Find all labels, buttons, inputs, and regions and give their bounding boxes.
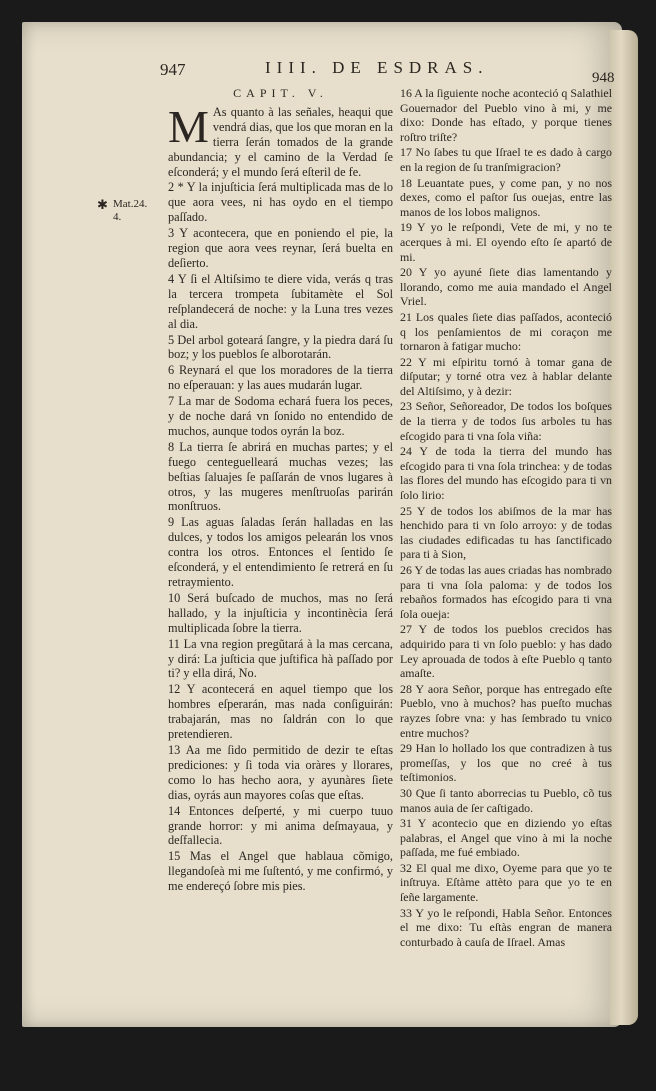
verse-1 — [168, 100, 393, 180]
left-column — [168, 86, 393, 895]
verse-32: 32 El qual me dixo, Oyeme para que yo te inſtruya. Eſtàme attèto para que yo te en ſeñe largamente. — [400, 860, 612, 905]
verse-9: 9 Las aguas ſaladas ſerán halladas en las dulces, y todos los amigos pelearán los vnos contra los otros. Entonces el ſentido ſe eſconderá, y el entendimiento ſe retrerá en ſu retraymiento. — [168, 515, 393, 589]
verse-12: 12 Y acontecerá en aquel tiempo que los hombres eſperarán, mas nada conſiguirán: trabajarán, mas no ſaldrán con lo que pretendieren. — [168, 682, 393, 742]
verse-2: 2 * Y la injuſticia ſerá multiplicada mas de lo que aora vees, ni has oydo en el tiempo paſſado. — [168, 180, 393, 225]
verse-13: 13 Aa me ſido permitido de dezir te eſtas prediciones: y ſi toda via oràres y llorares, como lo has hecho aora, y ayunàres ſiete dias, oyrás aun mayores coſas que eſtas. — [168, 742, 393, 802]
verse-31: 31 Y acontecio que en diziendo yo eſtas palabras, el Angel que vino à mi la noche paſſada, me fué embiado. — [400, 816, 612, 860]
verse-23: 23 Señor, Señoreador, De todos los boſques de la tierra y de todos ſus arboles tu has eſcogido para ti vna ſola viña: — [400, 399, 612, 443]
verse-26: 26 Y de todas las aues criadas has nombrado para ti vna ſola paloma: y de todos los rebaños formados has eſcogido para ti vna ſola oueja: — [400, 563, 612, 621]
verse-text: As quanto à las señales, heaqui que vendrá dias, que los que moran en la tierra ſerán tomados de la grande abundancia; y el camino de la Verdad ſe eſconderá; y el mundo ſerá eſteril de fe. — [168, 104, 393, 179]
verse-33: 33 Y yo le reſpondi, Habla Señor. Entonces el me dixo: Tu eſtàs engran de manera conturbado à cauſa de Iſrael. Amas — [400, 905, 612, 949]
verse-19: 19 Y yo le reſpondi, Vete de mi, y no te acerques à mi. El oyendo eſto ſe apartó de mi. — [400, 220, 612, 264]
verse-20: 20 Y yo ayuné ſiete dias lamentando y llorando, como me auia mandado el Angel Vriel. — [400, 265, 612, 309]
verse-11: 11 La vna region pregũtará à la mas cercana, y dirá: La juſticia que juſtifica hà paſſado por ti? y ella dirá, No. — [168, 636, 393, 681]
running-head — [160, 58, 615, 86]
verse-7: 7 La mar de Sodoma echará fuera los peces, y de noche dará vn ſonido no entendido de muchos, aunque todos oyrán la boz. — [168, 394, 393, 438]
verse-30: 30 Que ſi tanto aborrecias tu Pueblo, cõ tus manos auia de ſer caſtigado. — [400, 785, 612, 815]
verse-22: 22 Y mi eſpiritu tornó à tomar gana de diſputar; y torné otra vez à hablar delante del Altiſsimo, y à dezir: — [400, 354, 612, 398]
verse-16: 16 A la ſiguiente noche aconteció q Salathiel Gouernador del Pueblo vino à mi, y me dixo: Donde has eſtado, y porque tienes roſtro triſte? — [400, 86, 612, 144]
page-edge — [610, 30, 638, 1025]
verse-10: 10 Será buſcado de muchos, mas no ſerá hallado, y la injuſticia y incontinècia ſerá multiplicada ſobre la tierra. — [168, 590, 393, 635]
margin-reference-sub: 4. — [113, 211, 122, 223]
right-page-number: 948 — [592, 70, 615, 86]
verse-18: 18 Leuantate pues, y come pan, y no nos dexes, como el paſtor ſus ouejas, entre las manos de los lobos malignos. — [400, 175, 612, 219]
left-page-number: 947 — [160, 60, 186, 79]
right-column — [400, 86, 612, 950]
verse-25: 25 Y de todos los abiſmos de la mar has henchido para ti vn ſolo arroyo: y de todas las ciudades edificadas tu has ſanctificado para ti à Sion, — [400, 503, 612, 562]
margin-reference: Mat.24. — [113, 198, 148, 210]
verse-29: 29 Han lo hollado los que contradizen à tus promeſſas, y los que no creé à tus teſtimonios. — [400, 741, 612, 785]
verse-21: 21 Los quales ſiete dias paſſados, aconteció q los penſamientos de mi coraçon me tornaron à fatigar mucho: — [400, 309, 612, 354]
verse-5: 5 Del arbol goteará ſangre, y la piedra dará ſu boz; y los pueblos ſe alborotarán. — [168, 332, 393, 362]
verse-24: 24 Y de toda la tierra del mundo has eſcogido para ti vna ſola trinchea: y de todas las flores del mundo has eſcogido para ti vn ſolo lirio: — [400, 444, 612, 503]
verse-27: 27 Y de todos los pueblos crecidos has adquirido para ti vn ſolo pueblo: y has dado Ley aprouada de todos à eſte Pueblo q tanto amaſte. — [400, 622, 612, 681]
verse-17: 17 No ſabes tu que Iſrael te es dado à cargo en la region de ſu tranſmigracion? — [400, 145, 612, 174]
running-title: IIII. DE ESDRAS. — [265, 58, 489, 77]
verse-28: 28 Y aora Señor, porque has entregado eſte Pueblo, vno à muchos? has pueſto muchas rayzes ſobre vna: y has ſembrado tu vnico entre muchos? — [400, 681, 612, 740]
verse-8: 8 La tierra ſe abrirá en muchas partes; y el fuego centeguelleará muchas vezes; las beſtias ſaluajes ſe paſſarán de vnos lugares à otros, y las mugeres menſtruoſas parirán monſtruos. — [168, 439, 393, 514]
margin-note — [97, 197, 163, 224]
chapter-heading: CAPIT. V. — [233, 86, 328, 100]
verse-4: 4 Y ſi el Altiſsimo te diere vida, verás q tras la tercera trompeta ſubitamète el Sol reſplandecerá de noche: y la Luna tres vezes al dia. — [168, 271, 393, 331]
drop-cap: M — [168, 100, 209, 152]
verse-15: 15 Mas el Angel que hablaua cõmigo, llegandoſeà mi me ſuſtentó, y me confirmó, y me endereçó ſobre mis pies. — [168, 849, 393, 894]
verse-6: 6 Reynará el que los moradores de la tierra no eſperauan: y las aues mudarán lugar. — [168, 363, 393, 393]
verse-14: 14 Entonces deſperté, y mi cuerpo tuuo grande horror: y mi anima deſmayaua, y deſfallecia. — [168, 803, 393, 848]
star-icon: ✱ — [97, 197, 108, 212]
verse-3: 3 Y acontecera, que en poniendo el pie, la region que aora vees reynar, ſerá buelta en deſierto. — [168, 226, 393, 270]
